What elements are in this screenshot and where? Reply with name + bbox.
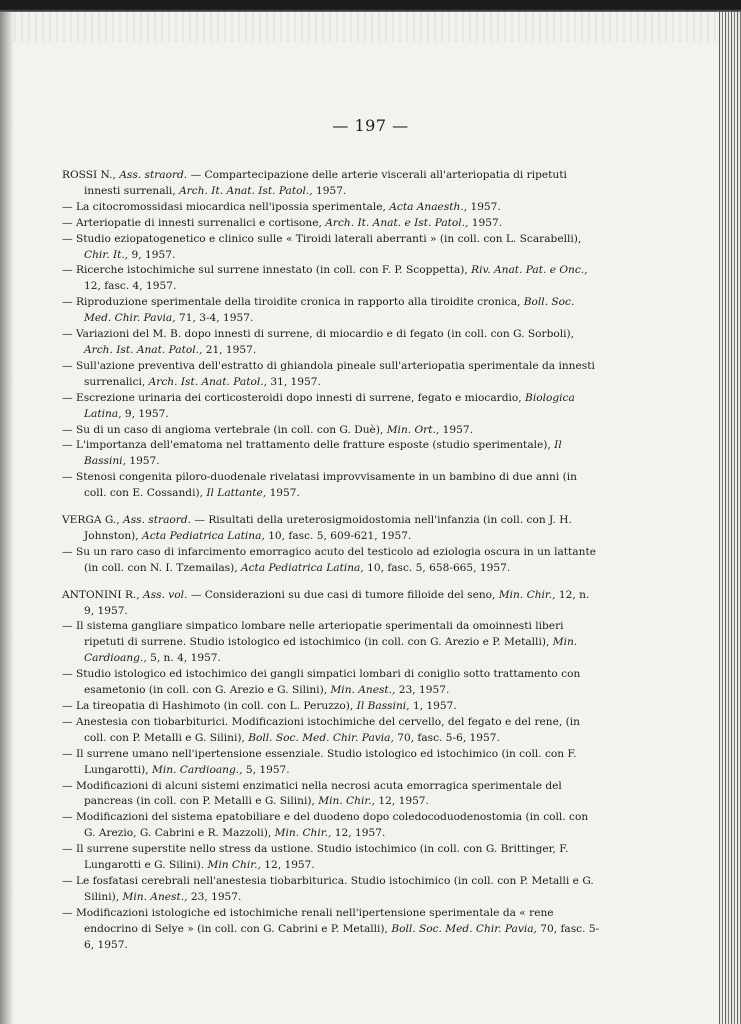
bibliography-entry: [62, 810, 600, 842]
entry-details: 1957.: [129, 455, 160, 468]
group-separator: [62, 577, 600, 588]
journal-name: Min. Anest.,: [122, 890, 188, 903]
entry-details: 23, 1957.: [398, 684, 450, 697]
journal-name: Boll. Soc. Med. Chir. Pavia,: [248, 731, 394, 744]
entry-title: — Stenosi congenita piloro-duodenale rivelatasi improvvisamente in un bambino di due anni (in coll. con E. Cossandi),: [62, 471, 577, 500]
bibliography-entry: [62, 327, 600, 359]
entry-details: 12, 1957.: [334, 827, 386, 840]
journal-name: Min. Anest.,: [330, 684, 396, 697]
bibliography-entry: [62, 359, 600, 391]
page-number: — 197 —: [332, 116, 409, 135]
group-separator: [62, 502, 600, 513]
entry-title: — Modificazioni del sistema epatobiliare e del duodeno dopo coledocoduodenostomia (in coll. con G. Arezio, G. Cabrini e R. Mazzoli),: [62, 811, 589, 840]
entry-details: 12, n. 9, 1957.: [84, 588, 590, 617]
author-role: Ass. vol.: [143, 588, 188, 601]
entry-details: 10, fasc. 5, 609-621, 1957.: [268, 529, 412, 542]
author-name: VERGA G.,: [62, 514, 120, 527]
entry-title: — Studio istologico ed istochimico dei gangli simpatici lombari di coniglio sotto trattamento con esametonio (in coll. con G. Arezio e G. Silini),: [62, 668, 581, 697]
entry-title: — Risultati della ureterosigmoidostomia nell'infanzia (in coll. con J. H. Johnston),: [84, 514, 572, 542]
journal-name: Chir. It.,: [84, 248, 129, 261]
bibliography-entry: [62, 263, 600, 295]
journal-name: Acta Pediatrica Latina,: [142, 529, 265, 542]
journal-name: Min. Cardioang.,: [152, 763, 243, 776]
bibliography-entry: [62, 588, 600, 620]
entry-details: 70, fasc. 5-6, 1957.: [84, 922, 600, 951]
author-role: Ass. straord.: [119, 169, 188, 181]
bibliography-entry: [62, 667, 600, 699]
journal-name: Biologica Latina,: [84, 391, 575, 420]
entry-title: — Anestesia con tiobarbiturici. Modificazioni istochimiche del cervello, del fegato e del rene, (in coll. con P. Metalli e G. Silini),: [62, 715, 580, 744]
bibliography-entry: [62, 545, 600, 577]
bibliography-entry: [62, 216, 600, 232]
bibliography-entry: [62, 168, 600, 200]
entry-title: — Su di un caso di angioma vertebrale (in coll. con G. Duè),: [62, 423, 384, 436]
entry-title: — Il surrene umano nell'ipertensione essenziale. Studio istologico ed istochimico (in coll. con F. Lungarotti),: [62, 747, 577, 776]
entry-title: — Su un raro caso di infarcimento emorragico acuto del testicolo ad eziologia oscura in un lattante (in coll. con N. I. Tzemailas),: [62, 545, 596, 574]
entry-title: — Il surrene superstite nello stress da ustione. Studio istochimico (in coll. con G. Brittinger, F. Lungarotti e G. Silini).: [62, 843, 569, 872]
bibliography-entry: [62, 295, 600, 327]
entry-details: 1957.: [470, 200, 501, 213]
scan-left-edge: [0, 12, 14, 1024]
entry-title: — Sull'azione preventiva dell'estratto di ghiandola pineale sull'arteriopatia sperimentale da innesti surrenalici,: [62, 359, 595, 388]
journal-name: Boll. Soc. Med. Chir. Pavia,: [391, 922, 537, 935]
journal-name: Min. Ort.,: [386, 423, 440, 436]
entry-details: 31, 1957.: [270, 375, 321, 388]
bibliography-entry: [62, 906, 600, 954]
journal-name: Min Chir.,: [207, 859, 261, 872]
entry-details: 1957.: [471, 216, 503, 229]
journal-name: Min. Chir.,: [274, 827, 332, 840]
bibliography-entry: [62, 470, 600, 502]
entry-details: 71, 3-4, 1957.: [178, 312, 254, 325]
bibliography-entry: [62, 423, 600, 439]
journal-name: Il Bassini,: [356, 700, 410, 712]
journal-name: Boll. Soc. Med. Chir. Pavia,: [84, 296, 575, 325]
bibliography-entry: [62, 699, 600, 715]
journal-name: Arch. It. Anat. e Ist. Patol.,: [325, 216, 469, 229]
author-name: ANTONINI R.,: [62, 588, 140, 601]
journal-name: Arch. It. Anat. Ist. Patol.,: [179, 184, 313, 197]
bibliography-entry: [62, 874, 600, 906]
entry-title: — Il sistema gangliare simpatico lombare nelle arteriopatie sperimentali da omoinnesti liberi ripetuti di surrene. Studio istologico ed istochimico (in coll. con G. Arezio e P. Metalli),: [62, 620, 564, 649]
bibliography-entry: [62, 513, 600, 545]
entry-details: 23, 1957.: [190, 890, 242, 903]
bibliography-entry: [62, 779, 600, 811]
entry-details: 12, fasc. 4, 1957.: [84, 280, 177, 293]
entry-title: — Considerazioni su due casi di tumore filloide del seno,: [190, 588, 496, 601]
entry-details: 10, fasc. 5, 658-665, 1957.: [367, 561, 511, 574]
journal-name: Arch. Ist. Anat. Patol.,: [84, 343, 203, 356]
entry-title: — Arteriopatie di innesti surrenalici e cortisone,: [62, 216, 322, 229]
entry-details: 1, 1957.: [412, 700, 457, 712]
entry-title: — Ricerche istochimiche sul surrene innestato (in coll. con F. P. Scoppetta),: [62, 264, 468, 277]
journal-name: Min. Cardioang.,: [84, 636, 578, 665]
entry-details: 1957.: [269, 487, 300, 500]
journal-name: Min. Chir.,: [318, 795, 375, 808]
bibliography-entry: [62, 715, 600, 747]
bibliography-entry: [62, 747, 600, 779]
journal-name: Acta Anaesth.,: [389, 200, 468, 213]
entry-details: 9, 1957.: [124, 407, 169, 420]
bibliography-entry: [62, 232, 600, 264]
bibliography-entry: [62, 619, 600, 667]
entry-details: 5, 1957.: [245, 763, 290, 776]
author-role: Ass. straord.: [123, 514, 191, 527]
bibliography-list: [62, 168, 600, 954]
entry-title: — Modificazioni istologiche ed istochimiche renali nell'ipertensione sperimentale da « rene endocrino di Selye » (in coll. con G. Cabrini e P. Metalli),: [62, 906, 554, 935]
journal-name: Arch. Ist. Anat. Patol.,: [148, 375, 267, 388]
journal-name: Il Bassini,: [84, 439, 562, 468]
journal-name: Il Lattante,: [206, 487, 267, 500]
entry-details: 21, 1957.: [205, 343, 257, 356]
entry-title: — Compartecipazione delle arterie viscerali all'arteriopatia di ripetuti innesti surrenali,: [84, 169, 567, 197]
scan-right-edge: [719, 12, 741, 1024]
bibliography-entry: [62, 200, 600, 216]
bibliography-entry: [62, 391, 600, 423]
entry-details: 12, 1957.: [264, 859, 315, 872]
journal-name: Riv. Anat. Pat. e Onc.,: [471, 264, 588, 277]
entry-title: — Riproduzione sperimentale della tiroidite cronica in rapporto alla tiroidite cronica,: [62, 296, 521, 309]
entry-details: 1957.: [315, 184, 347, 197]
scan-top-edge: [0, 0, 741, 12]
journal-name: Acta Pediatrica Latina,: [240, 561, 364, 574]
entry-title: — La citocromossidasi miocardica nell'ipossia sperimentale,: [62, 200, 386, 213]
entry-title: — Le fosfatasi cerebrali nell'anestesia tiobarbiturica. Studio istochimico (in coll. con P. Metalli e G. Silini),: [62, 874, 594, 903]
bibliography-entry: [62, 842, 600, 874]
entry-title: — Variazioni del M. B. dopo innesti di surrene, di miocardio e di fegato (in coll. con G. Sorboli),: [62, 328, 575, 341]
entry-details: 12, 1957.: [378, 795, 429, 808]
entry-details: 5, n. 4, 1957.: [150, 652, 221, 665]
journal-name: Min. Chir.,: [498, 588, 556, 601]
scan-top-grain: [0, 12, 741, 42]
entry-title: — Modificazioni di alcuni sistemi enzimatici nella necrosi acuta emorragica sperimentale del pancreas (in coll. con P. Metalli e G. Silini),: [62, 779, 562, 808]
entry-title: — Studio eziopatogenetico e clinico sulle « Tiroidi laterali aberranti » (in coll. con L. Scarabelli),: [62, 232, 582, 245]
entry-details: 70, fasc. 5-6, 1957.: [397, 731, 500, 744]
author-name: ROSSI N.,: [62, 169, 116, 181]
entry-details: 1957.: [442, 423, 473, 436]
entry-details: 9, 1957.: [131, 248, 176, 261]
bibliography-entry: [62, 438, 600, 470]
entry-title: — Escrezione urinaria dei corticosteroidi dopo innesti di surrene, fegato e miocardio,: [62, 391, 522, 404]
entry-title: — La tireopatia di Hashimoto (in coll. con L. Peruzzo),: [62, 700, 354, 712]
entry-title: — L'importanza dell'ematoma nel trattamento delle fratture esposte (studio sperimentale),: [62, 439, 551, 452]
